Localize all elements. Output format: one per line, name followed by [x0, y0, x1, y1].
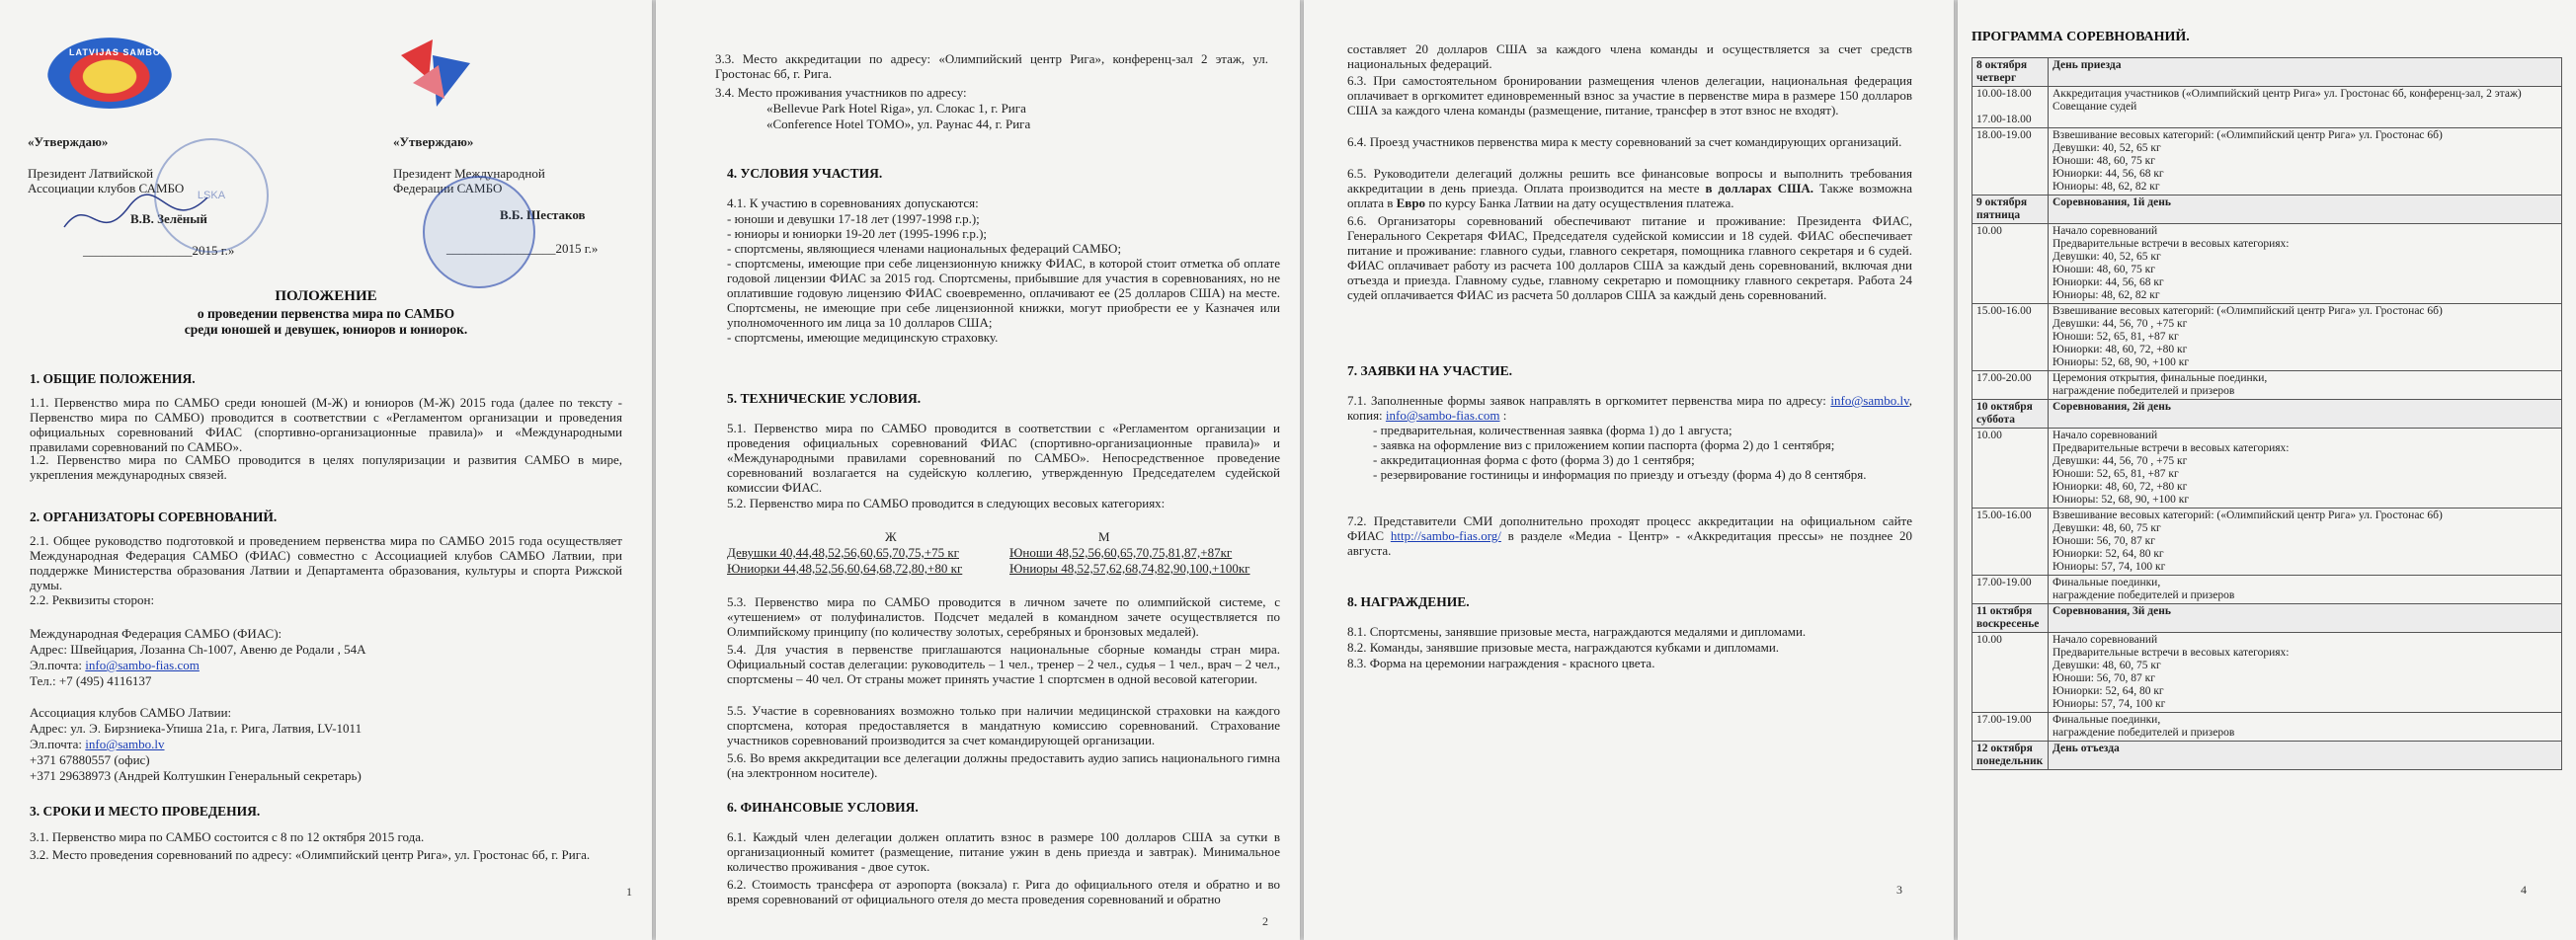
fias-site-link[interactable]: http://sambo-fias.org/	[1390, 528, 1501, 543]
section-2-p2: 2.2. Реквизиты сторон:	[30, 592, 155, 607]
fias-address: Адрес: Швейцария, Лозанна Ch-1007, Авеню де Родали , 54А	[30, 642, 366, 657]
program-day-label: Соревнования, 1й день	[2049, 196, 2562, 224]
doc-subtitle-2: среди юношей и девушек, юниоров и юниорок.	[184, 322, 468, 337]
page-4	[1958, 0, 2576, 940]
program-row	[1972, 371, 2562, 400]
page-number-1: 1	[626, 885, 632, 899]
program-row	[1972, 509, 2562, 576]
lv-name: Ассоциация клубов САМБО Латвии:	[30, 705, 232, 720]
section-8-p1: 8.1. Спортсмены, занявшие призовые места, награждаются медалями и дипломами.	[1347, 624, 1807, 639]
program-day-row	[1972, 604, 2562, 633]
approve-left: «Утверждаю»	[28, 134, 109, 149]
page-3	[1304, 0, 1954, 940]
s7-item: - резервирование гостиницы и информация по приезду и отъезду (форма 4) до 8 сентября.	[1385, 467, 1930, 482]
fias-email-link[interactable]: info@sambo-fias.com	[85, 658, 200, 672]
section-5-p3: 5.3. Первенство мира по САМБО проводится в личном зачете по олимпийской системе, с «утешением» от полуфиналистов. Подсчет медалей в командном зачете осуществляется по Олимпийскому принципу (по количеству золотых, серебряных и бронзовых медалей).	[727, 594, 1280, 639]
p65-part-a: 6.5. Руководители делегаций должны решить все финансовые вопросы и выполнить требования аккредитации в день приезда. Оплата производится на месте	[1347, 166, 1912, 196]
program-time: 17.00-19.00	[1972, 713, 2049, 742]
s7-email-2[interactable]: info@sambo-fias.com	[1385, 408, 1500, 423]
program-event: Аккредитация участников («Олимпийский центр Рига» ул. Гростонас 6б, конференц-зал, 2 этаж) Совещание судей	[2049, 87, 2562, 128]
section-8-p3: 8.3. Форма на церемонии награждения - красного цвета.	[1347, 656, 1655, 670]
program-row	[1972, 304, 2562, 371]
program-day-row	[1972, 400, 2562, 429]
program-row	[1972, 429, 2562, 509]
p3-continuation: составляет 20 долларов США за каждого члена команды и осуществляется за счет средств национальных федераций.	[1347, 41, 1912, 71]
section-4-p1: 4.1. К участию в соревнованиях допускаются:	[727, 196, 979, 210]
program-event: Церемония открытия, финальные поединки, награждение победителей и призеров	[2049, 371, 2562, 400]
section-5-p5: 5.5. Участие в соревнованиях возможно только при наличии медицинской страховки на каждого спортсмена, которая предоставляется в мандатную комиссию соревнований. Страхование участников соревнований производится за счет командирующей организации.	[727, 703, 1280, 747]
section-3-p1: 3.1. Первенство мира по САМБО состоится с 8 по 12 октября 2015 года.	[30, 829, 425, 844]
right-signer-title: Президент Международной Федерации САМБО	[393, 166, 545, 196]
program-event: Начало соревнований Предварительные встречи в весовых категориях: Девушки: 40, 52, 65 кг Юноши: 48, 60, 75 кг Юниорки: 44, 56, 68 кг Юниоры: 48, 62, 82 кг	[2049, 224, 2562, 304]
left-signature	[59, 188, 217, 247]
program-day-date: 10 октября суббота	[1972, 400, 2049, 429]
section-5-p4: 5.4. Для участия в первенстве приглашаются национальные сборные команды стран мира. Официальный состав делегации: руководитель – 1 чел., тренер – 2 чел., судья – 1 чел., врач – 2 чел., спортсмены – 40 чел. От страны может принять участие 1 спортсмен в одной весовой категории.	[727, 642, 1280, 686]
section-7-heading: 7. ЗАЯВКИ НА УЧАСТИЕ.	[1347, 363, 1512, 378]
program-row	[1972, 576, 2562, 604]
section-1-heading: 1. ОБЩИЕ ПОЛОЖЕНИЯ.	[30, 371, 196, 386]
s4-item: - спортсмены, имеющие медицинскую страховку.	[727, 330, 999, 345]
lv-address: Адрес: ул. Э. Бирзниека-Упиша 21а, г. Рига, Латвия, LV-1011	[30, 721, 362, 736]
section-6-p1: 6.1. Каждый член делегации должен оплатить взнос в размере 100 долларов США за сутки в организационный комитет (размещение, питание ужин в день приезда и завтрак). Минимальное количество проживания - двое суток.	[727, 829, 1280, 874]
section-1-p2: 1.2. Первенство мира по САМБО проводится в целях популяризации и развития САМБО в мире, укрепления международных связей.	[30, 452, 622, 482]
p2-3-3: 3.3. Место аккредитации по адресу: «Олимпийский центр Рига», конференц-зал 2 этаж, ул. Гростонас 6б, г. Рига.	[715, 51, 1268, 81]
program-event: Финальные поединки, награждение победителей и призеров	[2049, 576, 2562, 604]
right-signer-name: В.Б. Шестаков	[500, 207, 586, 222]
program-event: Взвешивание весовых категорий: («Олимпийский центр Рига» ул. Гростонас 6б) Девушки: 48, 60, 75 кг Юноши: 56, 70, 87 кг Юниорки: 52, 64, 80 кг Юниоры: 57, 74, 100 кг	[2049, 509, 2562, 576]
program-time: 18.00-19.00	[1972, 128, 2049, 196]
section-3-heading: 3. СРОКИ И МЕСТО ПРОВЕДЕНИЯ.	[30, 804, 261, 819]
s7-text-b: , копия:	[1347, 393, 1912, 423]
program-row	[1972, 128, 2562, 196]
p2-3-4: 3.4. Место проживания участников по адресу:	[715, 85, 967, 100]
program-day-date: 11 октября воскресенье	[1972, 604, 2049, 633]
fias-name: Международная Федерация САМБО (ФИАС):	[30, 626, 282, 641]
p3-6-5	[1347, 166, 1912, 210]
program-time: 17.00-20.00	[1972, 371, 2049, 400]
page-number-4: 4	[2521, 883, 2527, 897]
fias-logo	[393, 36, 476, 111]
lv-email-label: Эл.почта:	[30, 737, 86, 751]
p65-part-c: Также возможна оплата в	[1347, 181, 1912, 210]
p3-6-3: 6.3. При самостоятельном бронировании размещения членов делегации, национальная федерация оплачивает в оргкомитет единовременный взнос за участие в первенстве мира в размере 150 долларов США за каждого члена команды (размещение, питание, трансфер в этот взнос не входят).	[1347, 73, 1912, 118]
section-2-heading: 2. ОРГАНИЗАТОРЫ СОРЕВНОВАНИЙ.	[30, 509, 278, 524]
s4-item: - спортсмены, являющиеся членами национальных федераций САМБО;	[727, 241, 1122, 256]
hotel-2: «Conference Hotel TOMO», ул. Раунас 44, г. Рига	[766, 117, 1031, 131]
page-number-2: 2	[1262, 914, 1268, 928]
section-5-p6: 5.6. Во время аккредитации все делегации должны предоставить аудио запись национального гимна (на электронном носителе).	[727, 750, 1280, 780]
section-8-p2: 8.2. Команды, занявшие призовые места, награждаются кубками и дипломами.	[1347, 640, 1780, 655]
program-row	[1972, 633, 2562, 713]
program-time: 10.00-18.00 17.00-18.00	[1972, 87, 2049, 128]
fias-stamp	[423, 176, 535, 288]
program-day-row	[1972, 742, 2562, 770]
page-number-3: 3	[1896, 883, 1902, 897]
program-row	[1972, 224, 2562, 304]
program-event: Финальные поединки, награждение победителей и призеров	[2049, 713, 2562, 742]
fias-tel: Тел.: +7 (495) 4116137	[30, 673, 152, 688]
section-6-p2: 6.2. Стоимость трансфера от аэропорта (вокзала) г. Рига до официального отеля и обратно и во время соревнований от официального отеля до места проведения соревнований и обратно	[727, 877, 1280, 906]
stamp-text: LSKA	[197, 190, 226, 201]
p3-6-6: 6.6. Организаторы соревнований обеспечивают питание и проживание: Президента ФИАС, Генерального Секретаря ФИАС, Председателя судейской комиссии и 18 судей. ФИАС обеспечивает питание и проживание: главного судьи, главного секретаря, помощника главного секретаря и 6 судей. ФИАС оплачивает работу из расчета 100 долларов США за каждый день соревнований, включая дни отъезда и приезда. Главному судье, главному секретарю и помощнику главного секретаря. Работа 24 судей оплачивается ФИАС из расчета 50 долларов США за каждый день соревнований.	[1347, 213, 1912, 302]
left-signer-title: Президент Латвийской Ассоциации клубов САМБО	[28, 166, 185, 196]
program-event: Начало соревнований Предварительные встречи в весовых категориях: Девушки: 44, 56, 70 , +75 кг Юноши: 52, 65, 81, +87 кг Юниорки: 48, 60, 72, +80 кг Юниоры: 52, 68, 90, +100 кг	[2049, 429, 2562, 509]
section-4-list	[727, 211, 1280, 345]
section-4-heading: 4. УСЛОВИЯ УЧАСТИЯ.	[727, 166, 883, 181]
section-5-p1: 5.1. Первенство мира по САМБО проводится в соответствии с «Регламентом организации и проведения официальных соревнований ФИАС (спортивно-организационные правила)» и «Международными правилами соревнований по САМБО». Непосредственное проведение соревнований возлагается на судейскую коллегию, утвержденную Председателем судейской комиссии ФИАС.	[727, 421, 1280, 495]
section-7-p1	[1347, 393, 1912, 423]
program-time: 15.00-16.00	[1972, 304, 2049, 371]
doc-title: ПОЛОЖЕНИЕ	[275, 288, 377, 304]
fias-email-label: Эл.почта:	[30, 658, 86, 672]
section-5-heading: 5. ТЕХНИЧЕСКИЕ УСЛОВИЯ.	[727, 391, 922, 406]
program-event: Взвешивание весовых категорий: («Олимпийский центр Рига» ул. Гростонас 6б) Девушки: 40, 52, 65 кг Юноши: 48, 60, 75 кг Юниорки: 44, 56, 68 кг Юниоры: 48, 62, 82 кг	[2049, 128, 2562, 196]
logo-lettering: LATVIJAS SAMBO	[69, 47, 161, 57]
s7-item: - заявка на оформление виз с приложением копии паспорта (форма 2) до 1 сентября;	[1385, 437, 1930, 452]
p65-eur: Евро	[1396, 196, 1426, 210]
program-day-label: Соревнования, 3й день	[2049, 604, 2562, 633]
lv-tel-1: +371 67880557 (офис)	[30, 752, 150, 767]
program-day-date: 12 октября понедельник	[1972, 742, 2049, 770]
hotel-1: «Bellevue Park Hotel Riga», ул. Слокас 1, г. Рига	[766, 101, 1026, 116]
program-title: ПРОГРАММА СОРЕВНОВАНИЙ.	[1972, 30, 2190, 44]
s7-email-1[interactable]: info@sambo.lv	[1830, 393, 1909, 408]
program-time: 10.00	[1972, 224, 2049, 304]
program-time: 10.00	[1972, 633, 2049, 713]
s7-2-text-b: в разделе «Медиа - Центр» - «Аккредитация прессы» не позднее 20 августа.	[1347, 528, 1912, 558]
page-2	[656, 0, 1300, 940]
program-day-label: Соревнования, 2й день	[2049, 400, 2562, 429]
program-time: 10.00	[1972, 429, 2049, 509]
program-time: 17.00-19.00	[1972, 576, 2049, 604]
section-1-p1: 1.1. Первенство мира по САМБО среди юношей (М-Ж) и юниоров (М-Ж) 2015 года (далее по тексту - Первенство мира по САМБО) проводится в соответствии с «Регламентом организации и проведения официальных соревнований ФИАС (спортивно-организационные правила)» и «Международными правилами соревнований по САМБО».	[30, 395, 622, 454]
doc-subtitle-1: о проведении первенства мира по САМБО	[197, 306, 455, 321]
program-event: Начало соревнований Предварительные встречи в весовых категориях: Девушки: 48, 60, 75 кг Юноши: 56, 70, 87 кг Юниорки: 52, 64, 80 кг Юниоры: 57, 74, 100 кг	[2049, 633, 2562, 713]
program-day-date: 8 октября четверг	[1972, 58, 2049, 87]
page-1	[0, 0, 652, 940]
lv-email-link[interactable]: info@sambo.lv	[85, 737, 165, 751]
latvia-sambo-logo	[47, 38, 172, 109]
s7-text-c: :	[1499, 408, 1507, 423]
s4-item: - юноши и девушки 17-18 лет (1997-1998 г.р.);	[727, 211, 980, 226]
program-event: Взвешивание весовых категорий: («Олимпийский центр Рига» ул. Гростонас 6б) Девушки: 44, 56, 70 , +75 кг Юноши: 52, 65, 81, +87 кг Юниорки: 48, 60, 72, +80 кг Юниоры: 52, 68, 90, +100 кг	[2049, 304, 2562, 371]
approve-right: «Утверждаю»	[393, 134, 474, 149]
section-2-p1: 2.1. Общее руководство подготовкой и проведением первенства мира по САМБО 2015 года осуществляет Международная Федерация САМБО (ФИАС) совместно с Ассоциацией клубов САМБО Латвии, при поддержке Министерства образования Латвии и Департамента образования, культуры и спорта Рижской думы.	[30, 533, 622, 592]
weights-junior-f: Юниорки 44,48,52,56,60,64,68,72,80,+80 кг	[727, 561, 963, 576]
program-day-date: 9 октября пятница	[1972, 196, 2049, 224]
s4-item: - спортсмены, имеющие при себе лицензионную книжку ФИАС, в которой стоит отметка об оплате годовой лицензии ФИАС за 2015 год. Спортсмены, прибывшие для участия в соревнованиях, но не оплатившие годовую лицензию ФИАС своевременно, оплачивают ее (25 долларов США) на месте. Спортсмены, не имеющие при себе лицензионной книжки, могут приобрести ее у Казначея или уполномоченного им лица за 10 долларов США;	[727, 256, 1280, 330]
section-5-p2: 5.2. Первенство мира по САМБО проводится в следующих весовых категориях:	[727, 496, 1166, 510]
lv-tel-2: +371 29638973 (Андрей Колтушкин Генеральный секретарь)	[30, 768, 362, 783]
p65-usd: в долларах США.	[1705, 181, 1814, 196]
program-row	[1972, 713, 2562, 742]
weights-girls: Девушки 40,44,48,52,56,60,65,70,75,+75 кг	[727, 545, 960, 560]
section-3-p2: 3.2. Место проведения соревнований по адресу: «Олимпийский центр Рига», ул. Гростонас 6б, г. Рига.	[30, 847, 591, 862]
section-7-list	[1359, 423, 1930, 482]
s7-item: - аккредитационная форма с фото (форма 3) до 1 сентября;	[1385, 452, 1930, 467]
section-7-p2	[1347, 513, 1912, 558]
left-signer-name: В.В. Зелёный	[130, 211, 207, 226]
col-male: М	[1098, 529, 1110, 544]
lv-email-line	[30, 737, 165, 751]
section-6-heading: 6. ФИНАНСОВЫЕ УСЛОВИЯ.	[727, 800, 919, 815]
s7-2-text-a: 7.2. Представители СМИ дополнительно проходят процесс аккредитации на официальном сайте ФИАС	[1347, 513, 1912, 543]
program-day-label: День отъезда	[2049, 742, 2562, 770]
weights-boys: Юноши 48,52,56,60,65,70,75,81,87,+87кг	[1009, 545, 1233, 560]
col-female: Ж	[885, 529, 897, 544]
weights-junior-m: Юниоры 48,52,57,62,68,74,82,90,100,+100кг	[1009, 561, 1250, 576]
program-day-row	[1972, 196, 2562, 224]
program-row	[1972, 87, 2562, 128]
s7-text-a: 7.1. Заполненные формы заявок направлять в оргкомитет первенства мира по адресу:	[1347, 393, 1831, 408]
s4-item: - юниоры и юниорки 19-20 лет (1995-1996 г.р.);	[727, 226, 988, 241]
program-day-row	[1972, 58, 2562, 87]
left-date: _________________2015 г.»	[83, 243, 235, 258]
right-date: _________________2015 г.»	[446, 241, 599, 256]
program-table	[1972, 57, 2562, 770]
program-time: 15.00-16.00	[1972, 509, 2049, 576]
s7-item: - предварительная, количественная заявка (форма 1) до 1 августа;	[1385, 423, 1930, 437]
p3-6-4: 6.4. Проезд участников первенства мира к месту соревнований за счет командирующих организаций.	[1347, 134, 1902, 149]
program-day-label: День приезда	[2049, 58, 2562, 87]
section-8-heading: 8. НАГРАЖДЕНИЕ.	[1347, 594, 1470, 609]
fias-email-line	[30, 658, 200, 672]
p65-part-e: по курсу Банка Латвии на дату осуществления платежа.	[1425, 196, 1734, 210]
